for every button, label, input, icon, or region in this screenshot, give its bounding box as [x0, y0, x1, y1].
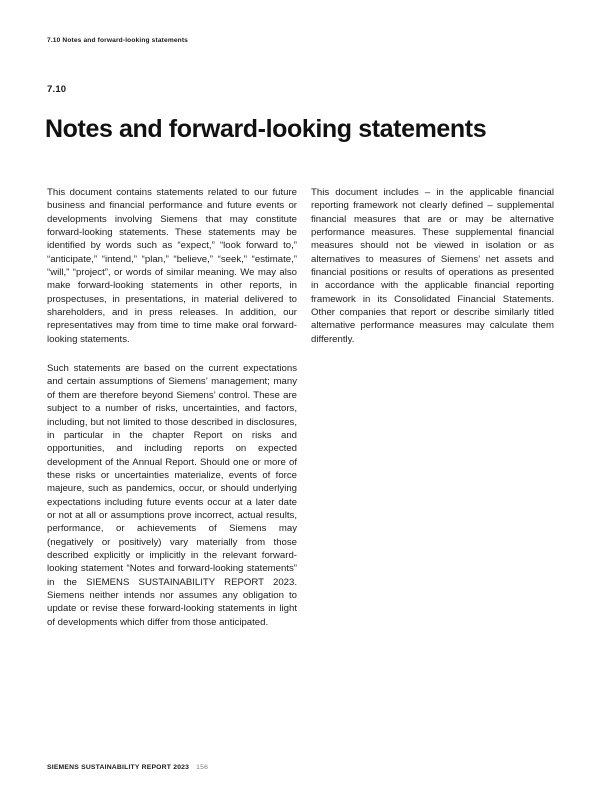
body-left-paragraph-1: This document contains statements related to our future business and financial performance and future events or developments involving Siemens that may constitute forward-looking statements. These statements may be identified by words such as “expect,” “look forward to,” “anticipate,” “intend,” “plan,” “believe,” “seek,” “estimate,” “will,” “project”, or words of similar meaning. We may also make forward-looking statements in other reports, in prospectuses, in presentations, in material delivered to shareholders, and in press releases. In addition, our representatives may from time to time make oral forward-looking statements.	[47, 187, 297, 345]
section-number: 7.10	[47, 84, 67, 95]
page-title: Notes and forward-looking statements	[45, 114, 487, 143]
two-column-body	[47, 186, 554, 629]
footer-page-number: 156	[196, 764, 209, 771]
body-right-paragraph-1: This document includes – in the applicable financial reporting framework not clearly defined – supplemental financial measures that are or may be alternative performance measures. These supplemental financial measures should not be viewed in isolation or as alternatives to measures of Siemens’ net assets and financial positions or results of operations as presented in accordance with the applicable financial reporting framework in its Consolidated Financial Statements. Other companies that report or describe similarly titled alternative performance measures may calculate them differently.	[311, 187, 554, 345]
running-header: 7.10 Notes and forward-looking statements	[47, 37, 188, 44]
body-left-paragraph-2: Such statements are based on the current expectations and certain assumptions of Siemens’ management; many of them are therefore beyond Siemens’ control. These are subject to a number of risks, uncertainties, and factors, including, but not limited to those described in disclosures, in particular in the chapter Report on risks and opportunities, and including reports on expected development of the Annual Report. Should one or more of these risks or uncertainties materialize, events of force majeure, such as pandemics, occur, or should underlying expectations including future events occur at a later date or not at all or assumptions prove incorrect, actual results, performance, or achievements of Siemens may (negatively or positively) vary materially from those described explicitly or implicitly in the relevant forward-looking statement “Notes and forward-looking statements” in the SIEMENS SUSTAINABILITY REPORT 2023. Siemens neither intends nor assumes any obligation to update or revise these forward-looking statements in light of developments which differ from those anticipated.	[47, 363, 297, 628]
page-footer	[47, 764, 208, 771]
footer-report-name: SIEMENS SUSTAINABILITY REPORT 2023	[47, 764, 190, 771]
body-column-right	[311, 186, 554, 346]
body-column-left	[47, 186, 297, 629]
